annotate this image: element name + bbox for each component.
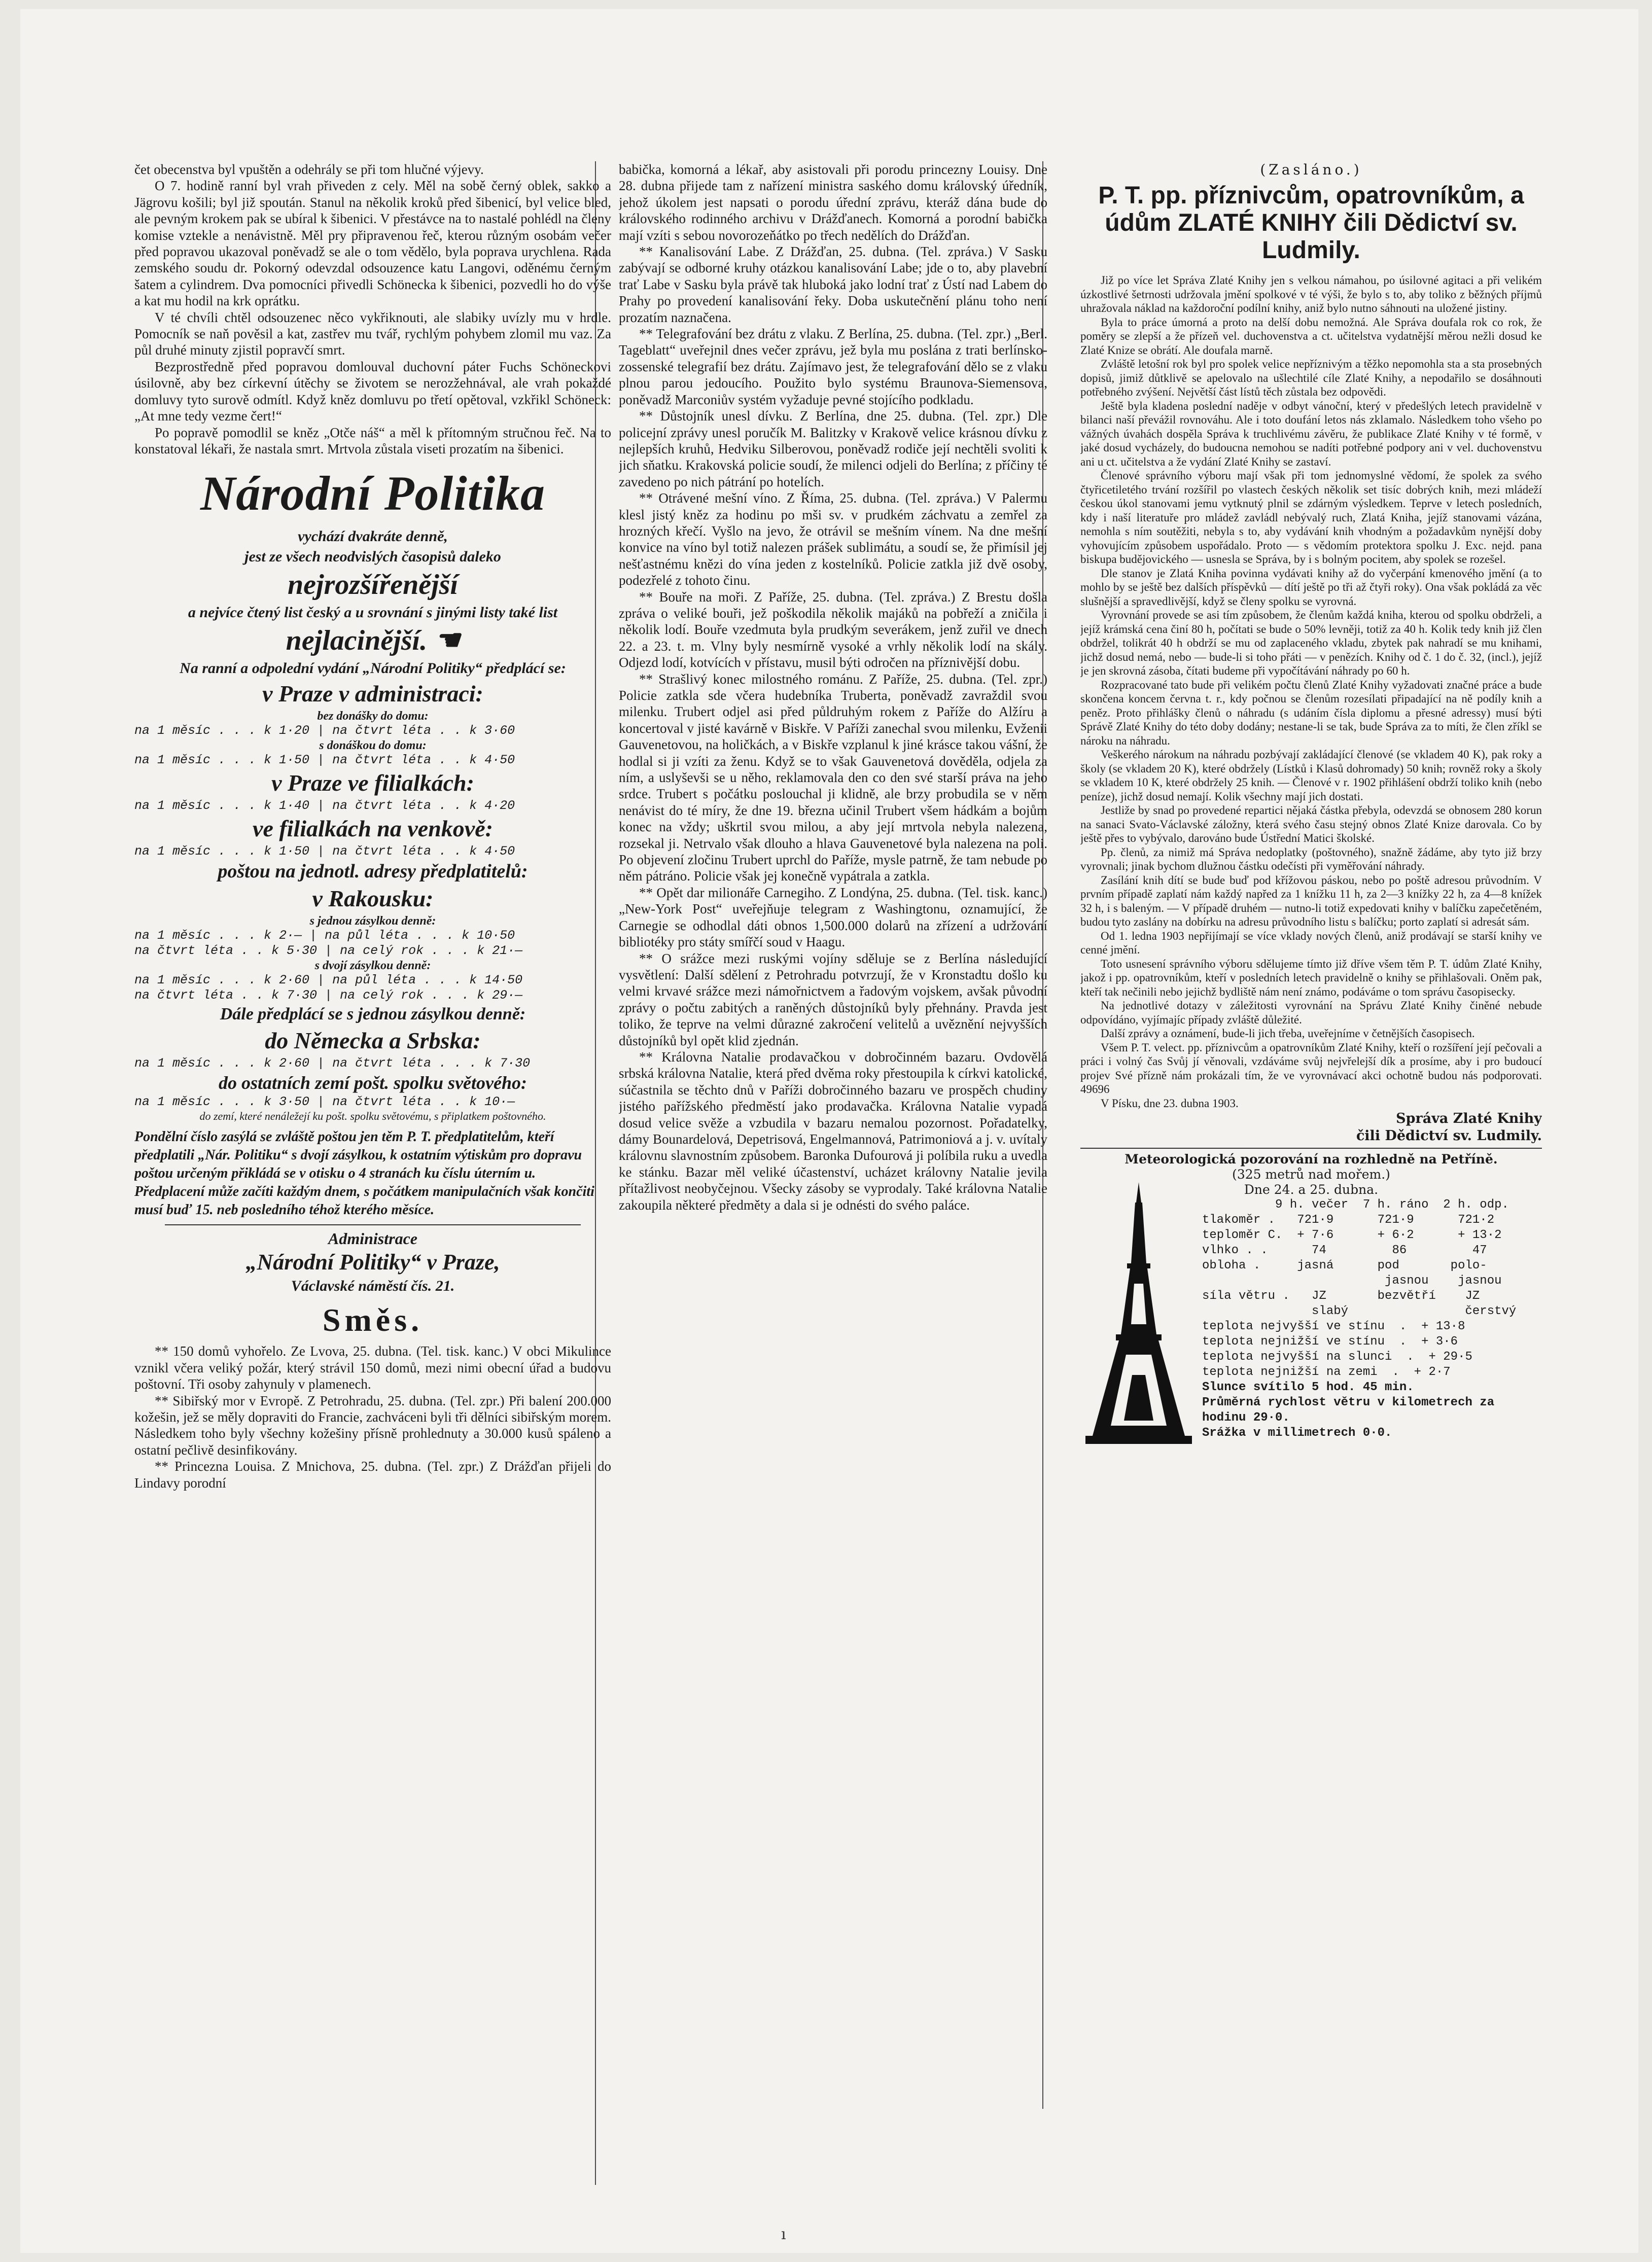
price-row: na čtvrt léta . . k 5·30 | na celý rok . . . k 21·— — [134, 943, 523, 959]
ad-headline: nejrozšířenější — [287, 569, 459, 601]
article-paragraph: O 7. hodině ranní byl vrah přiveden z cely. Měl na sobě černý oblek, sakko a Jägrovu košili; byl již spoután. Stanul na několik kroků před šibenicí, byl velice bled, ale pevným krokem pak se ubíral k šibenici. V přestávce na to nastalé pohlédl na členy komise vztekle a nenávistně. Měl pry připravenou řeč, kterou různým osobám večer před popravou ukazoval poněvadž se ale o tom vědělo, byla poprava urychlena. Rada zemského soudu dr. Pokorný odevzdal odsouzence katu Langovi, oděnému černým šatem a cylindrem. Dva pomocníci přivedli Schönecka k šibenici, pozvedli ho do výše a kat mu hodil na krk oprátku. — [134, 178, 611, 309]
column-left — [134, 161, 611, 2190]
price-row: na 1 měsíc . . . k 3·50 | na čtvrt léta . . k 10·— — [134, 1094, 515, 1110]
price-row: na 1 měsíc . . . k 2·60 | na čtvrt léta . . . k 7·30 — [134, 1056, 531, 1071]
ad-note: Pondělní číslo zasýlá se zvláště poštou jen těm P. T. předplatitelům, kteří předplatili „Nár. Politiku“ s dvojí zásylkou, k ostatním výtiskům pro dopravu poštou určeným přikládá se v otisku o 4 stranách ku číslu úterním u. — [134, 1129, 582, 1182]
meteo-title: Meteorologická pozorování na rozhledně na Petříně. — [1124, 1152, 1498, 1167]
column-right — [1080, 161, 1542, 2180]
notice-paragraph: Další zprávy a oznámení, bude-li jich třeba, uveřejníme v četnějších časopisech. — [1101, 1027, 1475, 1040]
meteo-row: vlhko . . 74 86 47 — [1202, 1244, 1487, 1257]
price-row: na 1 měsíc . . . k 1·20 | na čtvrt léta . . k 3·60 — [134, 723, 515, 738]
ad-subheading: do Německa a Srbska: — [265, 1028, 481, 1054]
section-heading-smes: Směs. — [322, 1302, 424, 1338]
meteo-row: teploměr C. + 7·6 + 6·2 + 13·2 — [1202, 1228, 1502, 1242]
notice-paragraph: Vyrovnání provede se asi tím způsobem, že členům každá kniha, kterou od spolku obdrželi, a jejíž krámská cena činí 80 h, počítati se bude o 50% levněji, totiž za 40 h. Kolik tedy knih již člen obdržel, tolikrát 40 h obdrží se mu od zaplaceného vkladu, zbytek pak nahradí se mu knihami, jichž dosud nemá, nebo — bude-li si toho přáti — v penězích. Knihy od č. 1 do č. 32, (incl.), jejíž je jen skrovná zásoba, čítati budeme při vypočítávání náhrady po 60 h. — [1080, 609, 1542, 677]
meteo-row: teplota nejnižší na zemi . + 2·7 — [1202, 1365, 1451, 1379]
advertisement-narodni-politika — [134, 465, 611, 1296]
meteo-row: Slunce svítilo 5 hod. 45 min. — [1202, 1381, 1414, 1394]
news-item: ** Princezna Louisa. Z Mnichova, 25. dubna. (Tel. zpr.) Z Drážďan přijeli do Lindavy porodní — [134, 1459, 611, 1491]
notice-paragraph: Toto usnesení správního výboru sdělujeme tímto již dříve všem těm P. T. údům Zlaté Knihy, jakož i pp. opatrovníkům, kteří v posledních letech pravidelně o knihy se přihlašovali. Oněm pak, kteří tak nečinili nebo jejichž bydliště nám není známo, podáváme o tom správu časopisecky. — [1080, 957, 1542, 998]
ad-line: a nejvíce čtený list český a u srovnání s jinými listy také list — [188, 604, 558, 621]
pointing-hand-icon: ☚ — [434, 625, 460, 657]
price-row: na čtvrt léta . . k 7·30 | na celý rok . . . k 29·— — [134, 988, 523, 1003]
newspaper-page — [20, 9, 1638, 2253]
meteo-row: obloha . jasná pod polo- — [1202, 1259, 1487, 1273]
signature-line: Správa Zlaté Knihy — [1396, 1111, 1542, 1126]
notice-paragraph: Dle stanov je Zlatá Kniha povinna vydávati knihy až do vyčerpání kmenového jmění (a to mohlo by se ještě bez dalších příspěvků — dítí ještě po tři až čtyři roky). Ona však pokládá za věc slušnější a spravedlivější, když se členy spolku se vyrovná. — [1080, 567, 1542, 608]
news-item: ** Telegrafování bez drátu z vlaku. Z Berlína, 25. dubna. (Tel. zpr.) „Berl. Tageblatt“ uveřejnil dnes večer zprávu, jež byla mu poslána z trati berlínsko-zossenské telegrafií bez drátu. Zajímavo jest, že telegrafování dělo se z vlaku plnou parou jedoucího. Použito bylo systému Braunova-Siemensova, poněvadž Marconiův systém vyžaduje pevné stojícího podkladu. — [619, 326, 1047, 407]
footer-mark: ı — [781, 2225, 786, 2243]
ad-line: s dvojí zásylkou denně: — [314, 959, 431, 973]
notice-paragraph: Rozpracované tato bude při velikém počtu členů Zlaté Knihy vyžadovati značné práce a bude skončena koncem června t. r., kdy počnou se členům rozesílati připadající na ně podíly knih a peněz. Proto přihlášky členů o náhradu (s udáním čísla diplomu a přesné adressy) musí býti Správě Zlaté Knihy do této doby dodány; nestane-li se tak, bude Správa za to míti, že člen zříkl se nároku na náhradu. — [1080, 678, 1542, 747]
news-item: ** O srážce mezi ruskými vojíny sděluje se z Berlína následující vysvětlení: Další sdělení z Petrohradu potvrzují, že v Kronstadtu došlo ku velmi krvavé srážce mezi námořnictvem a řadovým vojskem, avšak původní zprávy o počtu zabitých a raněných důstojníků byly přehnány. Pravda jest toliko, že teprve na velmi důrazné zakročení velitelů a uvěznění nejvyšších důstojníků byl opět klid zjednán. — [619, 950, 1047, 1048]
news-item: ** Sibiřský mor v Evropě. Z Petrohradu, 25. dubna. (Tel. zpr.) Při balení 200.000 kožešin, jež se měly dopraviti do Francie, zachváceni byli tři dělníci sibiřským morem. Následkem toho byly všechny kožešiny přísně prohlednuty a 30.000 kusů spáleno a ostatní pečlivě desinfikovány. — [134, 1393, 611, 1458]
notice-paragraph: Všem P. T. velect. pp. příznivcům a opatrovníkům Zlaté Knihy, kteří o rozšíření její pečovali a práci i volný čas Svůj jí věnovali, vzdáváme svůj nejvřelejší dík a prosíme, aby i pro budoucí projev Své přízně nám prokázali tím, že ve vyrovnávací akci ochotně budou nás podporovati. 49696 — [1080, 1041, 1542, 1095]
news-item: ** Otrávené mešní víno. Z Říma, 25. dubna. (Tel. zpráva.) V Palermu klesl jistý kněz za hodinu po mši sv. v prudkém záchvatu a zemřel za hrozných křečí. Vyšlo na jevo, že otrávil se mešním vínem. Na dne mešní konvice na víno byl totiž nalezen prášek sublimátu, a soudí se, že přimísil jej nešťastnému knězi do vína jeden z kostelníků. Policie zatkla již dvě osoby, podezřelé z tohoto činu. — [619, 490, 1047, 588]
meteo-row: teplota nejvyšší na slunci . + 29·5 — [1202, 1350, 1472, 1364]
signature-line: čili Dědictví sv. Ludmily. — [1356, 1128, 1542, 1144]
ad-note: do zemí, které nenáležejí ku pošt. spolku světovému, s připlatkem poštovného. — [199, 1110, 546, 1123]
meteo-row: Průměrná rychlost větru v kilometrech za hodinu 29·0. — [1202, 1396, 1495, 1425]
ad-line: Dále předplácí se s jednou zásylkou denně: — [220, 1005, 526, 1024]
article-paragraph: V té chvíli chtěl odsouzenec něco vykřiknouti, ale slabiky uvízly mu v hrdle. Pomocník se naň pověsil a kat, zastřev mu tvář, rychlým pohybem zlomil mu vaz. Za půl druhé minuty zjistil popravčí smrt. — [134, 309, 611, 358]
notice-paragraph: Zasílání knih dítí se bude buď pod křížovou páskou, nebo po poště adresou průvodním. V prvním případě zaplatí nám každý napřed za 1 knížku 11 h, za 2—3 knížky 22 h, za 4—8 knížek 32 h, i s baleným. — V případě druhém — nutno-li totiž expedovati knihy v balíčku zapečetěném, budou tyto zaslány na dobírku na adresu průvodního listu s balíčku; porto zaplatí si adresát sám. — [1080, 873, 1542, 928]
petrin-tower-icon — [1085, 1182, 1192, 1446]
article-paragraph: čet obecenstva byl vpuštěn a odehrály se při tom hlučné výjevy. — [134, 162, 484, 177]
ad-line: bez donášky do domu: — [317, 710, 429, 723]
ad-admin: „Národní Politiky“ v Praze, — [245, 1250, 500, 1275]
notice-heading: P. T. pp. příznivcům, opatrovníkům, a údům ZLATÉ KNIHY čili Dědictví sv. Ludmily. — [1098, 182, 1524, 264]
news-item: ** Bouře na moři. Z Paříže, 25. dubna. (Tel. zpráva.) Z Brestu došla zpráva o veliké bouři, jež poškodila několik majáků na pobřeží a zničila i několik lodí. Bouře vzedmuta byla prudkým severákem, jenž zuřil ve dnech 22. a 23. t. m. Vlny byly nesmírně vysoké a vrhly několik lodí na skály. Odjezd lodí, kotvících v přístavu, musil býti odročen na příznivější dobu. — [619, 589, 1047, 670]
price-row: na 1 měsíc . . . k 2·— | na půl léta . . . k 10·50 — [134, 928, 515, 943]
news-item: ** Královna Natalie prodavačkou v dobročinném bazaru. Ovdovělá srbská královna Natalie, která před dvěma roky přestoupila k církvi katolické, súčastnila se těchto dnů v Paříži dobročinného bazaru ve prospěch chudiny jistého pařížského předměstí jako prodavačka. Královna Natalie vypadá dosud velice svěže a vzbudila v bazaru nemalou pozornost. Pořadatelky, dámy Bounardelová, Depetrisová, Engelmannová, Patrimoniová a j. v. uvítaly královnu slavnostním způsobem. Baronka Dufourová ji políbila ruku a uvedla ke stánku. Bazar měl veliké účastenství, ucházet královny Natalie jevila přítažlivost neobyčejnou. Všecky zásoby se vyprodaly. Také královna Natalie zakoupila některé předměty a dala si je odnésti do svého paláce. — [619, 1049, 1047, 1213]
meteo-subtitle: (325 metrů nad mořem.) — [1232, 1167, 1390, 1182]
meteo-row: teplota nejvyšší ve stínu . + 13·8 — [1202, 1320, 1465, 1333]
news-item: ** Důstojník unesl dívku. Z Berlína, dne 25. dubna. (Tel. zpr.) Dle policejní zprávy unesl poručík M. Balitzky v Krakově velice krásnou dívku z nejlepších kruhů, Hedviku Silberovou, poněvadž rodiče její nechtěli svoliti k jich sňatku. Krakovská policie soudí, že milenci odjeli do Berlína; z příčiny té zavedeno po nich pátrání po hotelích. — [619, 408, 1047, 489]
ad-line: s jednou zásylkou denně: — [309, 914, 436, 928]
zaslano-label: (Zasláno.) — [1260, 161, 1362, 178]
notice-paragraph: Na jednotlivé dotazy v záležitosti vyrovnání na Správu Zlaté Knihy činěné nebude odpovídáno, vyjímajíc případy zvláště důležité. — [1080, 999, 1542, 1026]
article-paragraph: Bezprostředně před popravou domlouval duchovní páter Fuchs Schöneckovi úsilovně, aby bez církevní útěchy se životem se nerozžehnával, ale vrah pokaždé domluvy tyto surově odmítl. Když kněz domluvu po třetí opětoval, vzkřikl Schöneck: „At mne tedy vezme čert!“ — [134, 359, 611, 424]
meteo-row: jasnou jasnou — [1202, 1274, 1502, 1288]
notice-paragraph: V Písku, dne 23. dubna 1903. — [1101, 1097, 1239, 1110]
ad-line: vychází dvakráte denně, — [298, 528, 448, 545]
ad-headline-text: nejlacinější. — [286, 625, 428, 657]
ad-note: Předplacení může začíti každým dnem, s počátkem manipulačních však končiti musí buď 15. neb posledního téhož kterého měsíce. — [134, 1184, 594, 1218]
meteo-dates: Dne 24. a 25. dubna. — [1244, 1182, 1379, 1197]
meteo-row: tlakoměr . 721·9 721·9 721·2 — [1202, 1213, 1495, 1227]
meteo-row: slabý čerstvý — [1202, 1304, 1517, 1318]
meteo-row: 9 h. večer 7 h. ráno 2 h. odp. — [1202, 1198, 1509, 1212]
ad-title: Národní Politika — [200, 466, 546, 521]
meteo-row: teplota nejnižší ve stínu . + 3·6 — [1202, 1335, 1458, 1349]
column-middle — [619, 161, 1047, 2190]
meteo-box — [1080, 1152, 1542, 1441]
notice-paragraph: Členové správního výboru mají však při tom jednomyslné vědomí, že spolek za svého čtyřicetiletého trvání rozšířil po vlastech českých několik set tisíc dobrých knih, mezi mládeží českou úkol stanovami jemu vytknutý plnil se zdárným výsledkem. Teprve v letech posledních, kdy i naší literatuře pro mládež zavládl nebývalý ruch, Zlatá Kniha, jejíž stanovami vázána, nemohla s ním soutěžiti, nebyla s to, aby vydávání knih vhodným a požadavkům nynější doby vyhovujícím způsobem uspořádalo. Proto — s vědomím protektora spolku J. Exc. nejd. pana biskupa budějovického — usnesla se Správa, by i s bolným pocitem, aby spolek se rozešel. — [1080, 469, 1542, 566]
ad-subheading: v Rakousku: — [312, 886, 434, 912]
notice-paragraph: Již po více let Správa Zlaté Knihy jen s velkou námahou, po úsilovné agitaci a při velikém úzkostlivé šetrnosti udržovala jmění spolkové v té výši, že bylo s to, aby toliko z běžných příjmů uhražovala náklad na každoroční podílní knihy, aniž bylo nutno sáhnouti na uložené jistiny. — [1080, 274, 1542, 314]
notice-paragraph: Byla to práce úmorná a proto na delší dobu nemožná. Ale Správa doufala rok co rok, že poměry se zlepší a že přízeň vel. duchovenstva a ct. učitelstva vydatnější měrou nežli dosud ke Zlaté Knize se obrátí. Ale doufala marně. — [1080, 315, 1542, 357]
notice-paragraph: Zvláště letošní rok byl pro spolek velice nepříznivým a těžko nepomohla sta a sta prosebných dopisů, jimiž důtklivě se apelovalo na ušlechtilé cíle Zlaté Knihy, a nepodařilo se dosáhnouti potřebného zvýšení. Největší část lístů těch zůstala bez odpovědi. — [1080, 358, 1542, 398]
ad-subheading: v Praze v administraci: — [262, 681, 483, 707]
ad-subheading: do ostatních zemí pošt. spolku světového: — [218, 1073, 527, 1093]
price-row: na 1 měsíc . . . k 2·60 | na půl léta . . . k 14·50 — [134, 973, 523, 988]
ad-admin: Administrace — [328, 1229, 417, 1248]
ad-line: Na ranní a odpolední vydání „Národní Politiky“ předplácí se: — [180, 660, 566, 677]
article-paragraph: Po popravě pomodlil se kněz „Otče náš“ a měl k přítomným stručnou řeč. Na to konstatoval lékaři, že nastala smrt. Mrtvola zůstala viseti prozatím na šibenici. — [134, 425, 611, 456]
ad-line: jest ze všech neodvislých časopisů daleko — [244, 548, 501, 566]
news-item: ** Opět dar milionáře Carnegiho. Z Londýna, 25. dubna. (Tel. tisk. kanc.) „New-York Post“ uveřejňuje telegram z Washingtonu, oznamující, že Carnegie se odhodlal dáti obnos 1,500.000 dolarů na zřízení a udržování bibliotéky pro státy smířčí soud v Haagu. — [619, 885, 1047, 950]
price-row: na 1 měsíc . . . k 1·50 | na čtvrt léta . . k 4·50 — [134, 753, 515, 768]
divider — [1080, 1148, 1542, 1149]
notice-paragraph: Veškerého nárokum na náhradu pozbývají zakládající členové (se vkladem 40 K), pak roky a školy (se vkladem 20 K), které obdržely (Lístků i Klasů dohromady) 50 knih; rovněž roky a školy se vkladem 10 K, které obdržely 25 knih. — Členové v r. 1902 přihlášení obdrží toliko knih (nebo peníze), jichž dosud nemají. Kolik všechny mají jich dostati. — [1080, 748, 1542, 803]
notice-paragraph: Jestliže by snad po provedené repartici nějaká částka přebyla, odevzdá se obnosem 280 korun na sanaci Svato-Václavské záložny, která svého času stejný obnos Zlaté Knize darovala. Co by ještě přes to vybývalo, darováno bude Ústřední Matici školské. — [1080, 804, 1542, 844]
meteo-row: Srážka v millimetrech 0·0. — [1202, 1426, 1392, 1440]
news-item: ** 150 domů vyhořelo. Ze Lvova, 25. dubna. (Tel. tisk. kanc.) V obci Mikulince vznikl včera veliký požár, který strávil 150 domů, mezi nimi obecní úřad a budovu poštovní. Tři osoby zahynuly v plamenech. — [134, 1344, 611, 1392]
ad-subheading: ve filialkách na venkově: — [253, 816, 493, 842]
divider — [165, 1224, 581, 1225]
price-row: na 1 měsíc . . . k 1·40 | na čtvrt léta . . k 4·20 — [134, 798, 515, 814]
notice-paragraph: Ještě byla kladena poslední naděje v odbyt vánoční, který v předešlých letech pravidelně v bilanci naší převážil rovnováhu. Ale i toto doufání letos nás zklamalo. Následkem toho všeho po vážných úvahách dospěla Správa k truchlivému závěru, že publikace Zlaté Knihy v té formě, v jaké dosud vycházely, do budoucna nemohou se nadíti potřebné podpory ani v vel. duchovenstvu ani u ct. učitelstva a že vydání Zlaté Knihy se zastaví. — [1080, 399, 1542, 468]
ad-line: s donáškou do domu: — [319, 739, 427, 753]
ad-subheading: poštou na jednotl. adresy předplatitelů: — [218, 861, 528, 882]
news-item: ** Kanalisování Labe. Z Drážďan, 25. dubna. (Tel. zpráva.) V Sasku zabývají se odborné kruhy otázkou kanalisování Labe; jde o to, aby plavební trať Labe v Sasku byla právě tak hluboká jako lodní trať z Ústí nad Labem do Prahy po provedení kanalisování řeky. Doba uskutečnění plánu toho není prozatím naznačena. — [619, 244, 1047, 325]
notice-paragraph: Od 1. ledna 1903 nepřijímají se více vklady nových členů, aniž prodávají se starší knihy ve cenné jmění. — [1080, 929, 1542, 956]
meteo-row: síla větru . JZ bezvětří JZ — [1202, 1289, 1480, 1303]
notice-paragraph: Pp. členů, za nimiž má Správa nedoplatky (poštovného), snažně žádáme, aby tyto již brzy vyrovnali; jinak bychom dlužnou částku odečísti při vyměřování náhrady. — [1080, 845, 1542, 872]
ad-headline — [134, 623, 611, 658]
ad-subheading: v Praze ve filialkách: — [271, 770, 474, 796]
news-item: babička, komorná a lékař, aby asistovali při porodu princezny Louisy. Dne 28. dubna přijede tam z nařízení ministra saského domu královský úředník, jehož úkolem jest napsati o porodu úřední zprávu, kteráž dána bude do královského rodinného archivu v Drážďanech. Komorná a porodní babička mají vzíti s sebou novorozeňátko po třech nedělích do Drážďan. — [619, 162, 1047, 243]
news-item: ** Strašlivý konec milostného románu. Z Paříže, 25. dubna. (Tel. zpr.) Policie zatkla sde včera hudebníka Truberta, poněvadž zavraždil svou milenku. Trubert odjel asi před půldruhým rokem z Paříže do Alžíru a koncertoval v jisté kavárně v Biskře. V Paříži zanechal svou milenku, Evženii Gauvenetovou, na holičkách, a v Biskře vzplanul k jiné krásce takou vášní, že hodlal si ji vzíti za ženu. Když se to však Gauvenetová dověděla, odjela za ním, a uslyševši se u něho, reklamovala den co den své starší práva na jeho srdce. Trubert s počátku poslouchal ji klidně, ale brzy probudila se v něm nenávist do té míry, že dne 19. března učinil Trubert všem hádkám a bojům konec na vždy; uškrtil svou milou, a aby její mrtvola nebyla nalezena, rozsekal ji. Netrvalo však dlouho a hlava Gauvenetové byla nalezena na poli. Po objevení zločinu Trubert uprchl do Paříže, mysle patrně, že tam nebude po něm pátráno. Policie však jej konečně vypátrala a zatkla. — [619, 671, 1047, 884]
price-row: na 1 měsíc . . . k 1·50 | na čtvrt léta . . k 4·50 — [134, 844, 515, 859]
ad-admin: Václavské náměstí čís. 21. — [291, 1278, 455, 1295]
